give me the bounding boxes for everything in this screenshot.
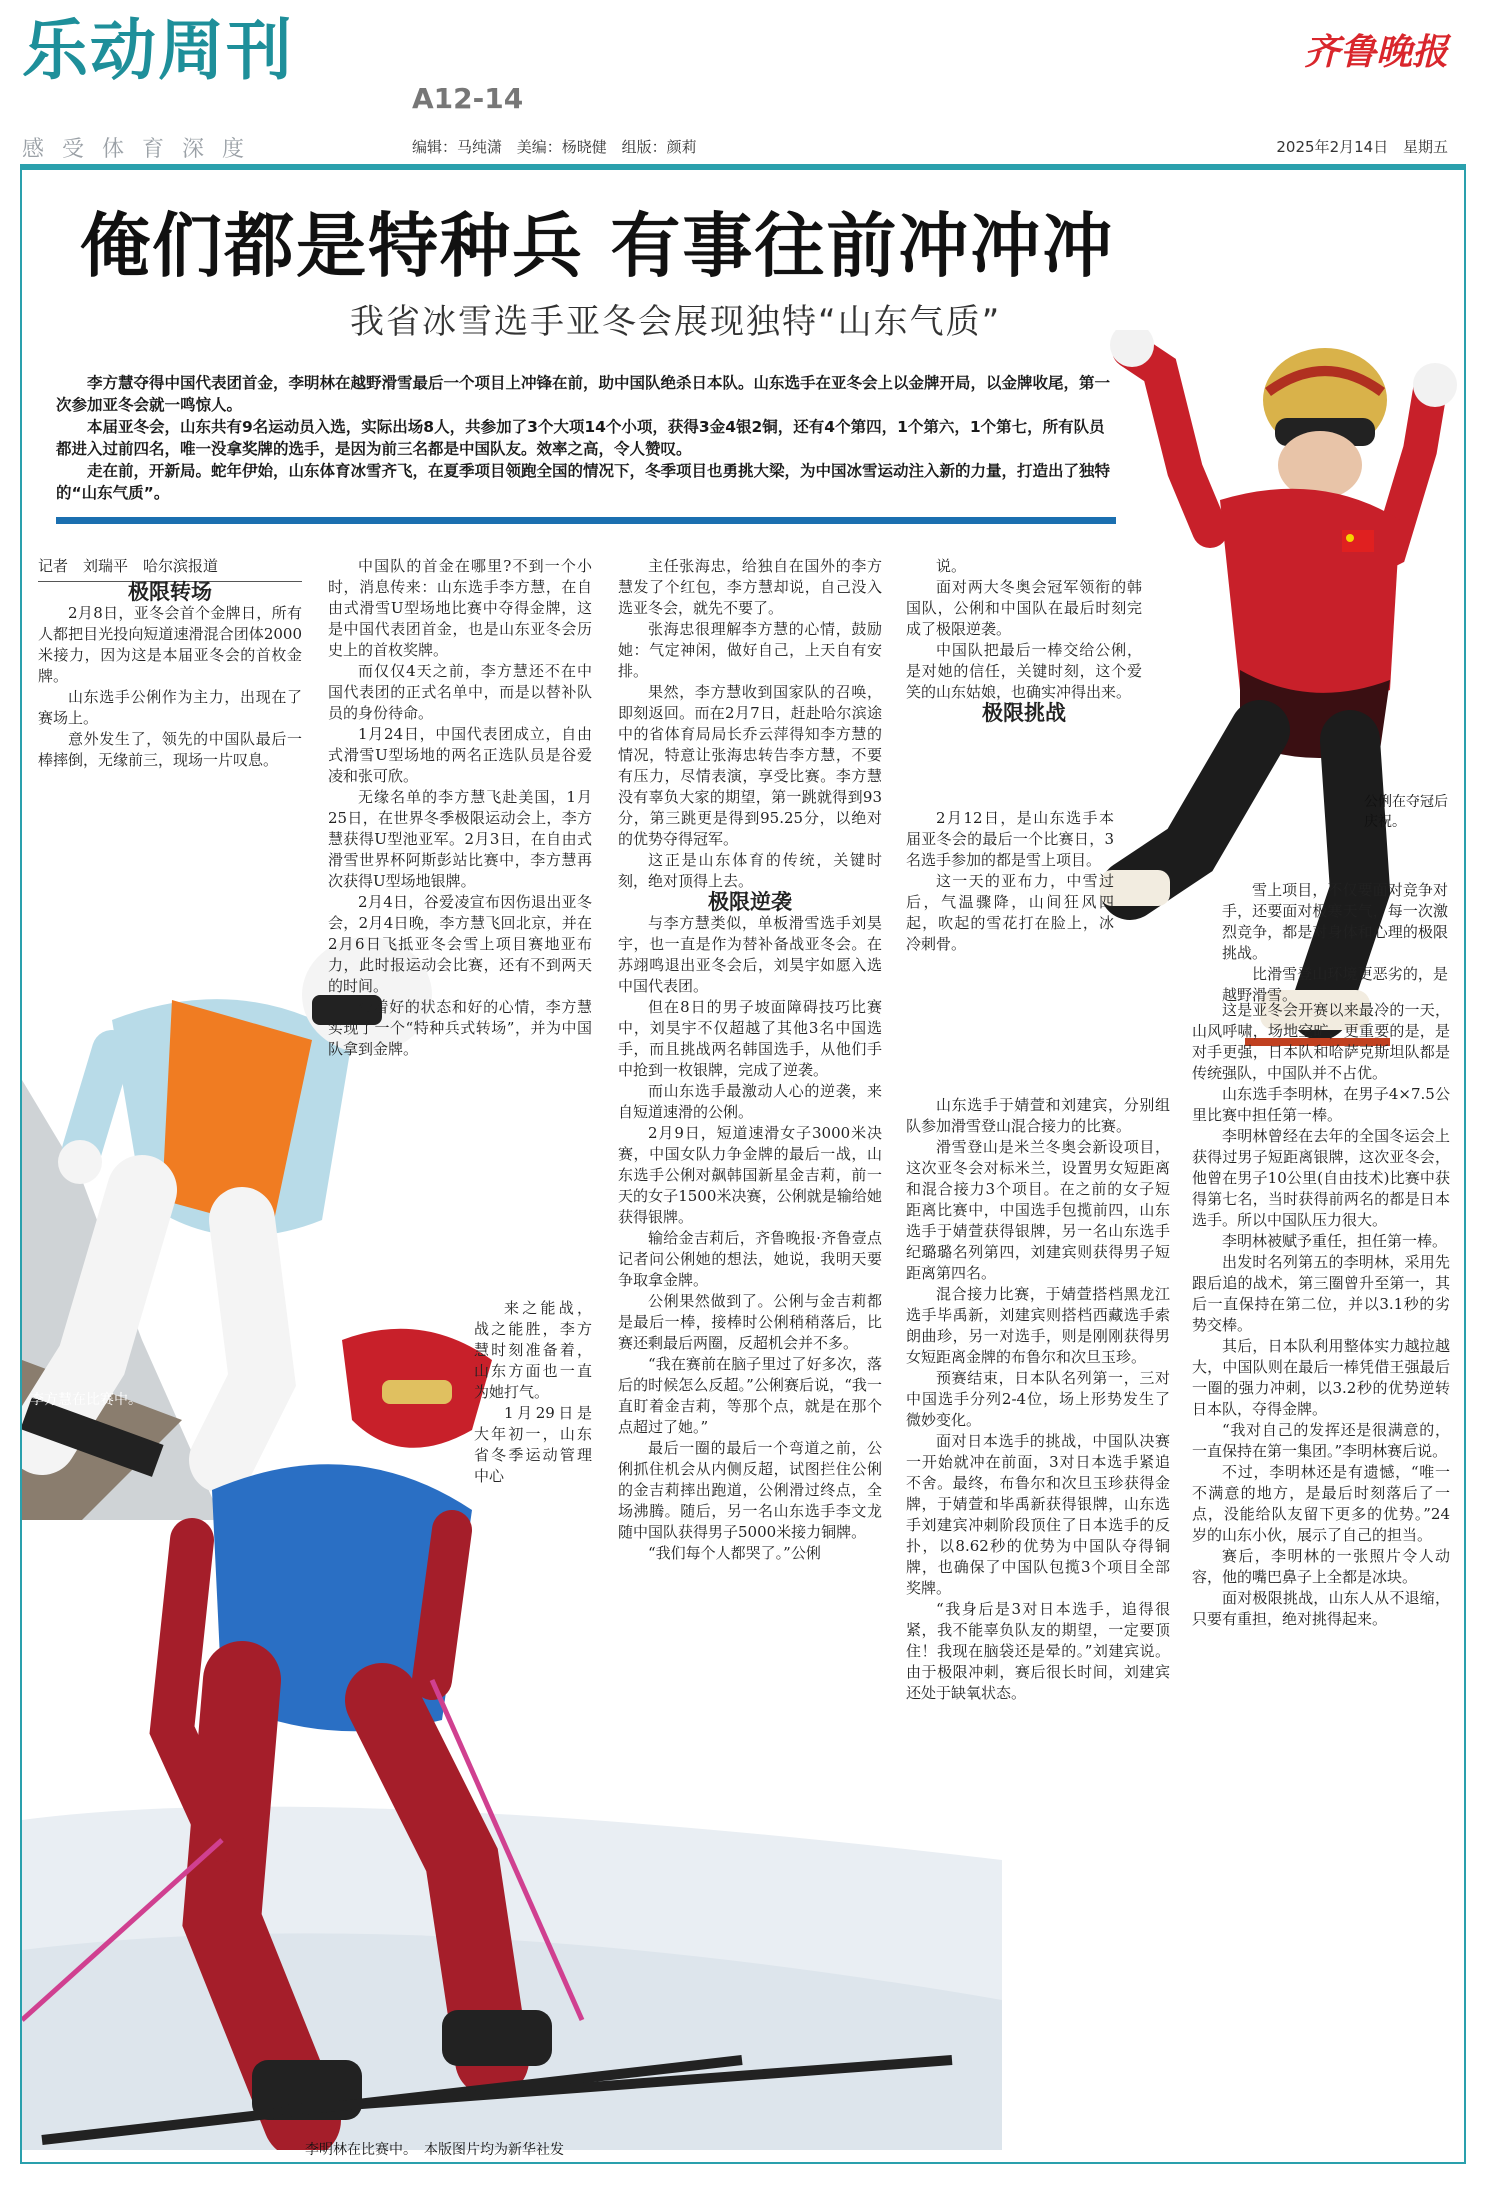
section-heading: 极限转场 (128, 580, 212, 604)
column-4-middle (906, 808, 1114, 955)
paragraph: 2月9日，短道速滑女子3000米决赛，中国女队力争金牌的最后一战，山东选手公俐对飙韩国新星金吉莉，前一天的女子1500米决赛，公俐就是输给她获得银牌。 (618, 1124, 882, 1226)
column-2-continued (474, 1298, 592, 1487)
paragraph: 主任张海忠，给独自在国外的李方慧发了个红包，李方慧却说，自己没入选亚冬会，就先不要了。 (618, 557, 882, 617)
column-3 (618, 556, 882, 1564)
paragraph: 而仅仅4天之前，李方慧还不在中国代表团的正式名单中，而是以替补队员的身份待命。 (328, 662, 592, 722)
page-code: A12-14 (412, 82, 524, 115)
paragraph: 来之能战，战之能胜，李方慧时刻准备着，山东方面也一直为她打气。 (474, 1299, 592, 1401)
paragraph: 出发时名列第五的李明林，采用先跟后追的战术，第三圈曾升至第一，其后一直保持在第二位，并以3.1秒的劣势交棒。 (1192, 1253, 1450, 1334)
lead-paragraph: 本届亚冬会，山东共有9名运动员入选，实际出场8人，共参加了3个大项14个小项，获得3金4银2铜，还有4个第四，1个第六，1个第七，所有队员都进入过前四名，唯一没拿奖牌的选手，是因为前三名都是中国队友。效率之高，令人赞叹。 (56, 418, 1105, 458)
paragraph: 2月8日，亚冬会首个金牌日，所有人都把目光投向短道速滑混合团体2000米接力，因为这是本届亚冬会的首枚金牌。 (38, 604, 302, 685)
lead-paragraphs (56, 372, 1116, 504)
issue-weekday: 星期五 (1402, 138, 1448, 156)
paragraph: 2月4日，谷爱凌宣布因伤退出亚冬会，2月4日晚，李方慧飞回北京，并在2月6日飞抵亚冬会雪上项目赛地亚布力，此时报运动会比赛，还有不到两天的时间。 (328, 893, 592, 995)
paragraph: 1月24日，中国代表团成立，自由式滑雪U型场地的两名正选队员是谷爱凌和张可欣。 (328, 725, 592, 785)
paragraph: 比滑雪登山环境更恶劣的，是越野滑雪。 (1222, 965, 1448, 1004)
paragraph: 意外发生了，领先的中国队最后一棒摔倒，无缘前三，现场一片叹息。 (38, 730, 302, 769)
paragraph: 其后，日本队利用整体实力越拉越大，中国队则在最后一棒凭借王强最后一圈的强力冲刺，以3.2秒的优势逆转日本队，夺得金牌。 (1192, 1337, 1450, 1418)
paragraph: “我身后是3对日本选手，追得很紧，我不能辜负队友的期望，一定要顶住！我现在脑袋还是晕的。”刘建宾说。由于极限冲刺，赛后很长时间，刘建宾还处于缺氧状态。 (906, 1600, 1170, 1702)
paragraph: 这正是山东体育的传统，关键时刻，绝对顶得上去。 (618, 851, 882, 890)
paragraph: 山东选手于婧萱和刘建宾，分别组队参加滑雪登山混合接力的比赛。 (906, 1096, 1170, 1135)
paragraph: 2月12日，是山东选手本届亚冬会的最后一个比赛日，3名选手参加的都是雪上项目。 (906, 809, 1114, 869)
paragraph: 面对两大冬奥会冠军领衔的韩国队，公俐和中国队在最后时刻完成了极限逆袭。 (906, 578, 1142, 638)
paragraph: 预赛结束，日本队名列第一，三对中国选手分列2-4位，场上形势发生了微妙变化。 (906, 1369, 1170, 1429)
dateline (1276, 136, 1448, 157)
paragraph: 不过，李明林还是有遗憾，“唯一不满意的地方，是最后时刻落后了一点，没能给队友留下更多的优势。”24岁的山东小伙，展示了自己的担当。 (1192, 1463, 1450, 1544)
paragraph: “我们每个人都哭了。”公俐 (648, 1544, 821, 1562)
paragraph: 滑雪登山是米兰冬奥会新设项目，这次亚冬会对标米兰，设置男女短距离和混合接力3个项目。在之前的女子短距离比赛中，中国选手包揽前四，山东选手于婧萱获得银牌，另一名山东选手纪璐璐名列第四，刘建宾则获得男子短距离第四名。 (906, 1138, 1170, 1282)
column-4 (906, 556, 1142, 724)
paragraph: 这是亚冬会开赛以来最冷的一天，山风呼啸，场地空旷，更重要的是，是对手更强，日本队和哈萨克斯坦队都是传统强队，中国队并不占优。 (1192, 1001, 1450, 1082)
paper-logo: 齐鲁晚报 (1303, 31, 1448, 73)
designer-credit: 美编：杨晓健 (516, 138, 607, 156)
paragraph: 带着好的状态和好的心情，李方慧实现了一个“特种兵式转场”，并为中国队拿到金牌。 (328, 998, 592, 1058)
paragraph: 公俐果然做到了。公俐与金吉莉都是最后一棒，接棒时公俐稍稍落后，比赛还剩最后两圈，反超机会并不多。 (618, 1292, 882, 1352)
lead-rule (56, 517, 1116, 524)
byline: 记者 刘瑞平 哈尔滨报道 (38, 556, 302, 582)
liminglin-caption: 李明林在比赛中。 本版图片均为新华社发 (305, 2142, 564, 2158)
column-5 (1222, 880, 1448, 1006)
editor-credit: 编辑：马纯潇 (412, 138, 503, 156)
composer-credit: 组版：颜莉 (621, 138, 697, 156)
paragraph: 输给金吉莉后，齐鲁晚报·齐鲁壹点记者问公俐她的想法，她说，我明天要争取拿金牌。 (618, 1229, 882, 1289)
lead-paragraph: 李方慧夺得中国代表团首金，李明林在越野滑雪最后一个项目上冲锋在前，助中国队绝杀日本队。山东选手在亚冬会上以金牌开局，以金牌收尾，第一次参加亚冬会就一鸣惊人。 (56, 374, 1111, 414)
paragraph: 说。 (936, 557, 967, 575)
paragraph: 1月29日是大年初一，山东省冬季运动管理中心 (474, 1404, 592, 1485)
paragraph: 赛后，李明林的一张照片令人动容，他的嘴巴鼻子上全都是冰块。 (1192, 1547, 1450, 1586)
paragraph: 中国队把最后一棒交给公俐，是对她的信任，关键时刻，这个爱笑的山东姑娘，也确实冲得出来。 (906, 641, 1142, 701)
section-heading: 极限逆袭 (708, 890, 792, 914)
paragraph: 李明林被赋予重任，担任第一棒。 (1222, 1232, 1448, 1250)
subheadline: 我省冰雪选手亚冬会展现独特“山东气质” (350, 302, 1002, 342)
issue-date: 2025年2月14日 (1276, 138, 1389, 156)
paragraph: 面对极限挑战，山东人从不退缩，只要有重担，绝对挑得起来。 (1192, 1589, 1450, 1628)
section-title: 乐动周刊 (22, 12, 294, 89)
paragraph: 山东选手李明林，在男子4×7.5公里比赛中担任第一棒。 (1192, 1085, 1450, 1124)
tagline: 感受体育深度 (22, 137, 263, 162)
paragraph: 山东选手公俐作为主力，出现在了赛场上。 (38, 688, 302, 727)
column-1 (38, 556, 302, 771)
paragraph: “我对自己的发挥还是很满意的，一直保持在第一集团。”李明林赛后说。 (1192, 1421, 1450, 1460)
paragraph: 面对日本选手的挑战，中国队决赛一开始就冲在前面，3对日本选手紧追不舍。最终，布鲁尔和次旦玉珍获得金牌，于婧萱和毕禹新获得银牌，山东选手刘建宾冲刺阶段顶住了日本选手的反扑，以8.62秒的优势为中国队夺得铜牌，也确保了中国队包揽3个项目全部奖牌。 (906, 1432, 1170, 1597)
lifanghui-caption: 李方慧在比赛中。 (30, 1392, 142, 1408)
lead-paragraph: 走在前，开新局。蛇年伊始，山东体育冰雪齐飞，在夏季项目领跑全国的情况下，冬季项目也勇挑大梁，为中国冰雪运动注入新的力量，打造出了独特的“山东气质”。 (56, 462, 1111, 502)
paragraph: 张海忠很理解李方慧的心情，鼓励她：气定神闲，做好自己，上天自有安排。 (618, 620, 882, 680)
paragraph: 无缘名单的李方慧飞赴美国，1月25日，在世界冬季极限运动会上，李方慧获得U型池亚军。2月3日，在自由式滑雪世界杯阿斯彭站比赛中，李方慧再次获得U型场地银牌。 (328, 788, 592, 890)
column-5-lower (1192, 1000, 1450, 1630)
paragraph: 与李方慧类似，单板滑雪选手刘昊宇，也一直是作为替补备战亚冬会。在苏翊鸣退出亚冬会后，刘昊宇如愿入选中国代表团。 (618, 914, 882, 995)
staff-credits (412, 136, 697, 157)
paragraph: 李明林曾经在去年的全国冬运会上获得过男子短距离银牌，这次亚冬会，他曾在男子10公里(自由技术)比赛中获得第七名，当时获得前两名的都是日本选手。所以中国队压力很大。 (1192, 1127, 1450, 1229)
paragraph: 中国队的首金在哪里?不到一个小时，消息传来：山东选手李方慧，在自由式滑雪U型场地比赛中夺得金牌，这是中国代表团首金，也是山东亚冬会历史上的首枚奖牌。 (328, 557, 592, 659)
gongli-caption: 公俐在夺冠后庆祝。 (1364, 794, 1448, 830)
column-4-lower (906, 1095, 1170, 1704)
paragraph: 最后一圈的最后一个弯道之前，公俐抓住机会从内侧反超，试图拦住公俐的金吉莉摔出跑道，公俐滑过终点，全场沸腾。随后，另一名山东选手李文龙随中国队获得男子5000米接力铜牌。 (618, 1439, 882, 1541)
paragraph: 但在8日的男子坡面障碍技巧比赛中，刘昊宇不仅超越了其他3名中国选手，而且挑战两名韩国选手，从他们手中抢到一枚银牌，完成了逆袭。 (618, 998, 882, 1079)
paragraph: 果然，李方慧收到国家队的召唤，即刻返回。而在2月7日，赶赴哈尔滨途中的省体育局局长乔云萍得知李方慧的情况，特意让张海忠转告李方慧，不要有压力，尽情表演，享受比赛。李方慧没有辜负大家的期望，第一跳就得到93分，第三跳更是得到95.25分，以绝对的优势夺得冠军。 (618, 683, 882, 848)
column-2 (328, 556, 592, 1060)
paragraph: 雪上项目，不仅要面对竞争对手，还要面对极寒天气，每一次激烈竞争，都是对身体和心理的极限挑战。 (1222, 881, 1448, 962)
paragraph: 混合接力比赛，于婧萱搭档黑龙江选手毕禹新，刘建宾则搭档西藏选手索朗曲珍，另一对选手，则是刚刚获得男女短距离金牌的布鲁尔和次旦玉珍。 (906, 1285, 1170, 1366)
paragraph: 这一天的亚布力，中雪过后，气温骤降，山间狂风四起，吹起的雪花打在脸上，冰冷刺骨。 (906, 872, 1114, 953)
section-heading: 极限挑战 (982, 701, 1066, 725)
paragraph: 而山东选手最激动人心的逆袭，来自短道速滑的公俐。 (618, 1082, 882, 1121)
headline: 俺们都是特种兵 有事往前冲冲冲 (80, 205, 1115, 287)
paragraph: “我在赛前在脑子里过了好多次，落后的时候怎么反超。”公俐赛后说，“我一直盯着金吉莉，等那个点，就是在那个点超过了她。” (618, 1355, 882, 1436)
